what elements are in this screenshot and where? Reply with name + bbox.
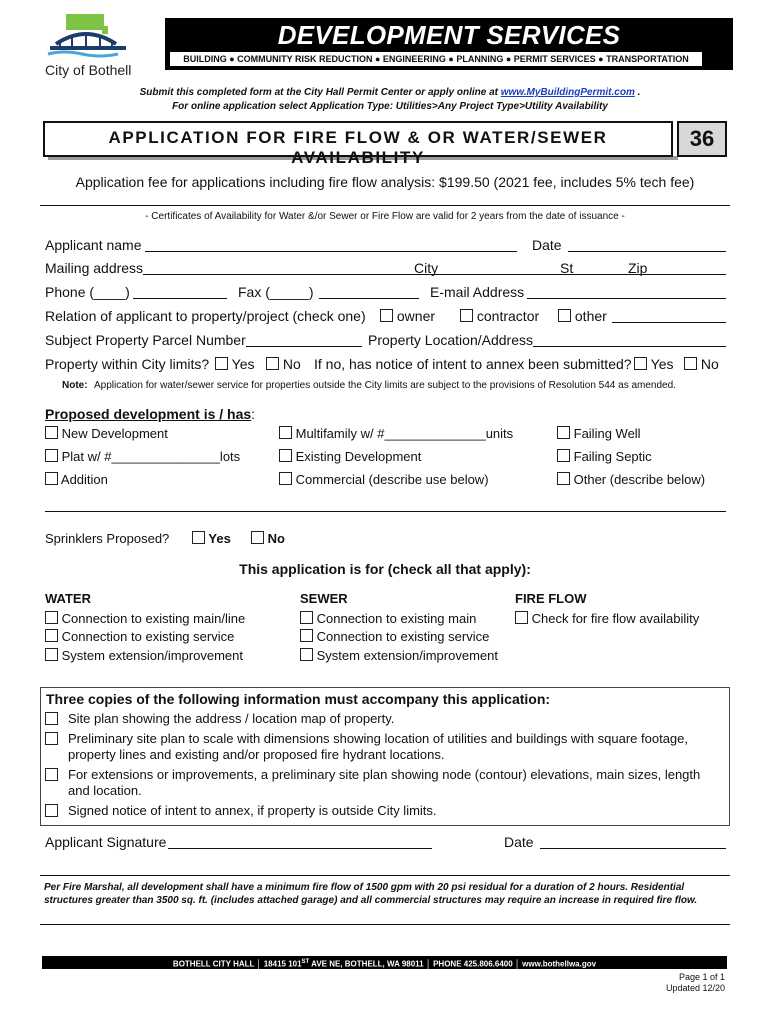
header-title: DEVELOPMENT SERVICES [277, 20, 621, 50]
water-option[interactable] [45, 629, 234, 644]
yes-label: Yes [231, 356, 255, 372]
city-limits-no-checkbox[interactable] [266, 357, 279, 370]
copies-item [45, 803, 715, 819]
phone-label: Phone (____) [45, 284, 130, 300]
fax-label: Fax (_____) [238, 284, 314, 300]
form-title: APPLICATION FOR FIRE FLOW & OR WATER/SEWER AVAILABILITY [108, 128, 608, 167]
relation-other-option[interactable] [558, 308, 607, 324]
copies-item-text: Signed notice of intent to annex, if property is outside City limits. [68, 803, 437, 818]
plat-option[interactable] [45, 449, 240, 464]
failing-septic-option[interactable] [557, 449, 652, 464]
failing-well-label: Failing Well [573, 426, 641, 441]
city-name: City of Bothell [45, 62, 132, 78]
water-main-label: Connection to existing main/line [61, 611, 246, 626]
failing-septic-label: Failing Septic [573, 449, 652, 464]
page-info [600, 972, 725, 994]
sprinklers-yes-checkbox[interactable] [192, 531, 205, 544]
water-main-checkbox[interactable] [45, 611, 58, 624]
annex-no[interactable] [684, 356, 719, 372]
addition-checkbox[interactable] [45, 472, 58, 485]
existing-development-checkbox[interactable] [279, 449, 292, 462]
parcel-label: Subject Property Parcel Number [45, 332, 246, 348]
applicant-name-label: Applicant name [45, 237, 142, 253]
relation-contractor-option[interactable] [460, 308, 539, 324]
signature-label: Applicant Signature [45, 834, 167, 850]
copies-item-text: Preliminary site plan to scale with dimensions showing location of utilities and buildings with square footage, property lines and existing and/or proposed fire hydrant locations. [68, 731, 689, 762]
other-development-checkbox[interactable] [557, 472, 570, 485]
relation-other-field[interactable] [612, 322, 726, 323]
describe-use-field[interactable] [45, 511, 726, 512]
commercial-label: Commercial (describe use below) [295, 472, 489, 487]
footer-address-sup: ST [301, 959, 310, 965]
new-development-label: New Development [61, 426, 168, 441]
addition-label: Addition [60, 472, 108, 487]
multifamily-option[interactable] [279, 426, 513, 441]
sprinklers-yes-label: Yes [208, 531, 231, 546]
sewer-extension-label: System extension/improvement [316, 648, 498, 663]
bridge-logo-icon [42, 12, 138, 62]
water-heading: WATER [45, 591, 91, 606]
mailing-address-label: Mailing address [45, 260, 144, 276]
application-fee: Application fee for applications including fire flow analysis: $199.50 (2021 fee, includes 5% tech fee) [75, 174, 695, 190]
email-label: E-mail Address [430, 284, 525, 300]
copies-checkbox[interactable] [45, 768, 58, 781]
city-limits-yes-checkbox[interactable] [215, 357, 228, 370]
other-development-label: Other (describe below) [573, 472, 706, 487]
divider [40, 924, 730, 925]
copies-checkbox[interactable] [45, 712, 58, 725]
other-checkbox[interactable] [558, 309, 571, 322]
sewer-main-checkbox[interactable] [300, 611, 313, 624]
sewer-option[interactable] [300, 629, 489, 644]
page-number: Page 1 of 1 [678, 972, 725, 982]
water-option[interactable] [45, 648, 243, 663]
other-development-option[interactable] [557, 472, 705, 487]
certificate-validity-note: - Certificates of Availability for Water &/or Sewer or Fire Flow are valid for 2 years from the date of issuance - [145, 211, 625, 222]
sewer-extension-checkbox[interactable] [300, 648, 313, 661]
signature-field[interactable] [168, 848, 432, 849]
annex-question: If no, has notice of intent to annex been submitted? [314, 356, 632, 372]
application-for-heading: This application is for (check all that apply): [239, 561, 531, 577]
phone-field[interactable] [133, 298, 227, 299]
divider [40, 205, 730, 206]
sewer-service-label: Connection to existing service [316, 629, 490, 644]
updated-date: Updated 12/20 [665, 983, 725, 993]
sprinklers-label: Sprinklers Proposed? [45, 531, 170, 546]
footer-contact-bar: BOTHELL CITY HALL │ 18415 101ST AVE NE, BOTHELL, WA 98011 │ PHONE 425.806.6400 │ www.bothellwa.gov [42, 956, 727, 969]
zip-label: Zip [628, 260, 648, 276]
city-limits-yes[interactable] [215, 356, 254, 372]
fire-flow-label: Check for fire flow availability [531, 611, 700, 626]
signature-date-field[interactable] [540, 848, 726, 849]
commercial-option[interactable] [279, 472, 489, 487]
copies-checkbox[interactable] [45, 804, 58, 817]
owner-checkbox[interactable] [380, 309, 393, 322]
email-field[interactable] [527, 298, 726, 299]
failing-well-option[interactable] [557, 426, 641, 441]
city-label: City [414, 260, 439, 276]
owner-label: owner [396, 308, 436, 324]
footer-hall: BOTHELL CITY HALL [172, 959, 255, 969]
proposed-development-heading: Proposed development is / has [45, 406, 252, 422]
header-subtitle: BUILDING ● COMMUNITY RISK REDUCTION ● ENGINEERING ● PLANNING ● PERMIT SERVICES ● TRANSPORTATION [170, 52, 702, 66]
relation-label: Relation of applicant to property/project (check one) [45, 308, 366, 324]
water-service-checkbox[interactable] [45, 629, 58, 642]
copies-checkbox[interactable] [45, 732, 58, 745]
water-option[interactable] [45, 611, 245, 626]
fax-field[interactable] [319, 298, 419, 299]
copies-heading: Three copies of the following information must accompany this application: [46, 691, 551, 707]
plat-label: Plat w/ #_______________lots [61, 449, 241, 464]
multifamily-checkbox[interactable] [279, 426, 292, 439]
fire-flow-checkbox[interactable] [515, 611, 528, 624]
existing-development-label: Existing Development [295, 449, 422, 464]
submit-line1: Submit this completed form at the City Hall Permit Center or apply online at [139, 87, 501, 98]
footer-address-end: AVE NE, BOTHELL, WA 98011 [309, 959, 424, 969]
sprinklers-yes[interactable] [192, 531, 231, 546]
date-label: Date [532, 237, 562, 253]
sewer-main-label: Connection to existing main [316, 611, 477, 626]
footer-website-link[interactable]: www.bothellwa.gov [522, 959, 597, 969]
sprinklers-no-checkbox[interactable] [251, 531, 264, 544]
copies-item [45, 731, 715, 763]
fire-flow-option[interactable] [515, 611, 699, 626]
city-limits-question: Property within City limits? [45, 356, 210, 372]
submit-instructions [100, 86, 680, 114]
copies-item-text: Site plan showing the address / location map of property. [68, 711, 395, 726]
state-label: St [560, 260, 574, 276]
other-label: other [574, 308, 607, 324]
sewer-service-checkbox[interactable] [300, 629, 313, 642]
no-label: No [700, 356, 719, 372]
sprinklers-no[interactable] [251, 531, 285, 546]
copies-item-text: For extensions or improvements, a preliminary site plan showing node (contour) elevations, main sizes, length and location. [68, 767, 701, 798]
parcel-field[interactable] [246, 346, 362, 347]
addition-option[interactable] [45, 472, 108, 487]
signature-date-label: Date [504, 834, 534, 850]
failing-well-checkbox[interactable] [557, 426, 570, 439]
copies-item [45, 711, 715, 727]
footer-phone: PHONE 425.806.6400 [433, 959, 513, 969]
relation-owner-option[interactable] [380, 308, 435, 324]
sewer-heading: SEWER [300, 591, 348, 606]
sprinklers-no-label: No [267, 531, 285, 546]
submit-line2: For online application select Application Type: Utilities>Any Project Type>Utility Availability [172, 101, 608, 112]
multifamily-label: Multifamily w/ #______________units [295, 426, 514, 441]
permit-website-link[interactable]: www.MyBuildingPermit.com [500, 87, 635, 98]
location-label: Property Location/Address [368, 332, 533, 348]
note-label: Note: [62, 380, 88, 391]
note-text: Application for water/sewer service for properties outside the City limits are subject to the provisions of Resolution 544 as amended. [94, 380, 676, 391]
divider [40, 875, 730, 876]
contractor-label: contractor [476, 308, 540, 324]
contractor-checkbox[interactable] [460, 309, 473, 322]
annex-yes[interactable] [634, 356, 673, 372]
sewer-option[interactable] [300, 648, 498, 663]
city-limits-no[interactable] [266, 356, 301, 372]
new-development-checkbox[interactable] [45, 426, 58, 439]
copies-item [45, 767, 715, 799]
no-label: No [282, 356, 301, 372]
water-extension-checkbox[interactable] [45, 648, 58, 661]
existing-development-option[interactable] [279, 449, 421, 464]
heading-colon: : [251, 406, 256, 422]
applicant-name-field[interactable] [145, 251, 517, 252]
fire-flow-heading: FIRE FLOW [515, 591, 587, 606]
submit-line1-end: . [634, 87, 641, 98]
fire-marshal-note: Per Fire Marshal, all development shall have a minimum fire flow of 1500 gpm with 20 psi residual for a duration of 2 hours. Residential structures greater than 3500 sq. ft. (includes attached garage) and all commercial structures may require an increase in required fire flow. [44, 882, 698, 906]
water-service-label: Connection to existing service [61, 629, 235, 644]
sewer-option[interactable] [300, 611, 476, 626]
yes-label: Yes [650, 356, 674, 372]
plat-checkbox[interactable] [45, 449, 58, 462]
annex-yes-checkbox[interactable] [634, 357, 647, 370]
form-number: 36 [677, 121, 727, 157]
location-field[interactable] [533, 346, 726, 347]
footer-address: 18415 101 [263, 959, 302, 969]
commercial-checkbox[interactable] [279, 472, 292, 485]
proposed-development-heading-wrap [45, 406, 255, 422]
date-field[interactable] [568, 251, 726, 252]
failing-septic-checkbox[interactable] [557, 449, 570, 462]
water-extension-label: System extension/improvement [61, 648, 243, 663]
annex-no-checkbox[interactable] [684, 357, 697, 370]
new-development-option[interactable] [45, 426, 168, 441]
